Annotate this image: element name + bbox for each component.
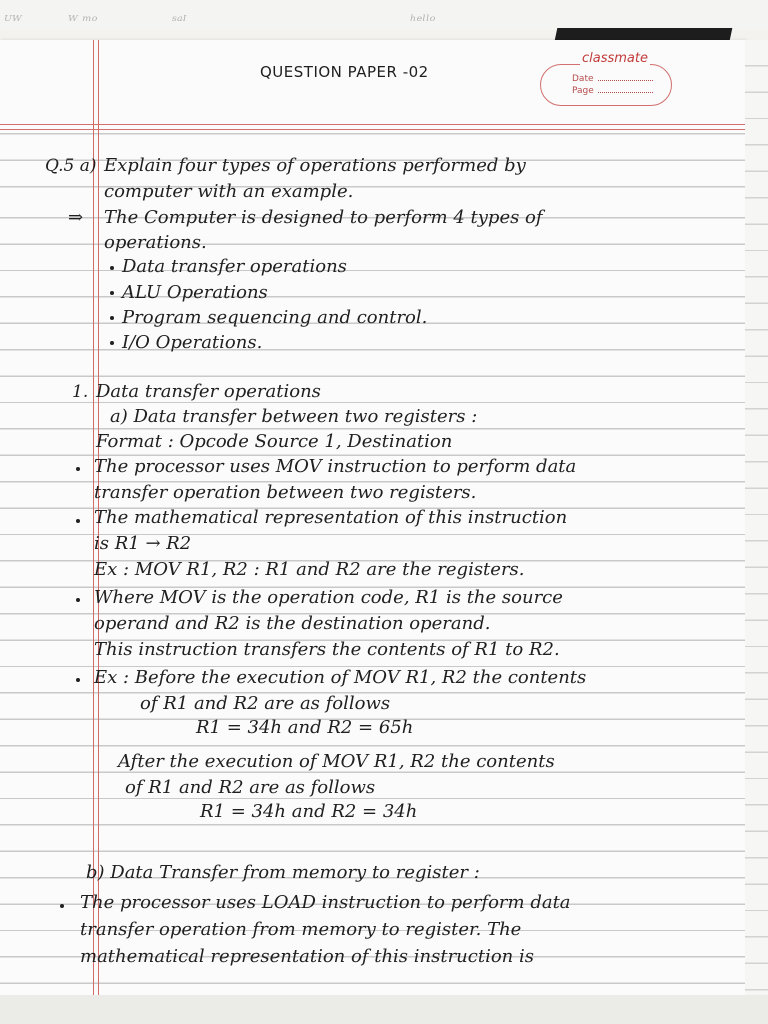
note-line-13: transfer operation between two registers. — [94, 482, 477, 503]
note-line-17: Where MOV is the operation code, R1 is the source — [94, 587, 563, 608]
note-line-23: After the execution of MOV R1, R2 the contents — [118, 751, 555, 772]
brand-logo: classmate — [582, 51, 648, 66]
note-line-5: Data transfer operations — [122, 256, 347, 277]
bullet-dot — [110, 291, 114, 295]
note-line-11: Format : Opcode Source 1, Destination — [96, 431, 453, 452]
note-line-29: mathematical representation of this instruction is — [80, 946, 534, 967]
bleed-through-text-4: ʰᵉˡˡᵒ — [410, 12, 436, 30]
note-line-12: The processor uses MOV instruction to perform data — [94, 456, 577, 477]
bullet-dot — [60, 904, 64, 908]
page-title: QUESTION PAPER -02 — [260, 63, 429, 81]
date-field — [572, 74, 653, 84]
arrow-glyph: ⇒ — [68, 207, 84, 228]
bullet-dot — [76, 519, 80, 523]
note-line-27: The processor uses LOAD instruction to perform data — [80, 892, 571, 913]
bullet-dot — [110, 341, 114, 345]
note-line-6: ALU Operations — [122, 282, 268, 303]
bullet-dot — [76, 467, 80, 471]
note-line-22: R1 = 34h and R2 = 65h — [196, 717, 414, 738]
note-line-8: I/O Operations. — [122, 332, 263, 353]
note-line-1: Explain four types of operations performed by — [104, 155, 526, 176]
note-line-28: transfer operation from memory to register. The — [80, 919, 522, 940]
bleed-through-text-3: ˢᵃᴵ — [172, 12, 187, 30]
brand-stamp — [540, 64, 672, 106]
previous-page-edge — [0, 0, 768, 30]
note-line-24: of R1 and R2 are as follows — [125, 777, 376, 798]
note-line-25: R1 = 34h and R2 = 34h — [200, 801, 418, 822]
note-line-2: computer with an example. — [104, 181, 354, 202]
bleed-through-text-1: ᵁᵂ — [4, 12, 22, 30]
note-line-16: Ex : MOV R1, R2 : R1 and R2 are the registers. — [94, 559, 525, 580]
page-field — [572, 86, 653, 96]
note-line-3: The Computer is designed to perform 4 types of — [104, 207, 543, 228]
bullet-dot — [110, 316, 114, 320]
table-surface — [0, 995, 768, 1024]
note-line-7: Program sequencing and control. — [122, 307, 428, 328]
note-line-21: of R1 and R2 are as follows — [140, 693, 391, 714]
note-line-18: operand and R2 is the destination operand. — [94, 613, 491, 634]
bullet-dot — [110, 266, 114, 270]
note-line-15: is R1 → R2 — [94, 533, 192, 554]
section-number: 1. — [72, 382, 89, 402]
note-line-4: operations. — [104, 232, 207, 253]
date-label: Date — [572, 74, 594, 84]
header-rule-bottom — [0, 129, 745, 130]
bullet-dot — [76, 678, 80, 682]
note-line-9: Data transfer operations — [96, 381, 321, 402]
header-rule-top — [0, 124, 745, 125]
note-line-26: b) Data Transfer from memory to register : — [86, 862, 480, 883]
page-label: Page — [572, 86, 594, 96]
note-line-19: This instruction transfers the contents of R1 to R2. — [94, 639, 560, 660]
question-number: Q.5 a) — [45, 156, 97, 176]
adjacent-page — [745, 40, 768, 1000]
note-line-10: a) Data transfer between two registers : — [110, 406, 478, 427]
bullet-dot — [76, 598, 80, 602]
bleed-through-text-2: ᵂ ᵐᵒ — [68, 12, 98, 30]
note-line-20: Ex : Before the execution of MOV R1, R2 the contents — [94, 667, 587, 688]
note-line-14: The mathematical representation of this instruction — [94, 507, 568, 528]
